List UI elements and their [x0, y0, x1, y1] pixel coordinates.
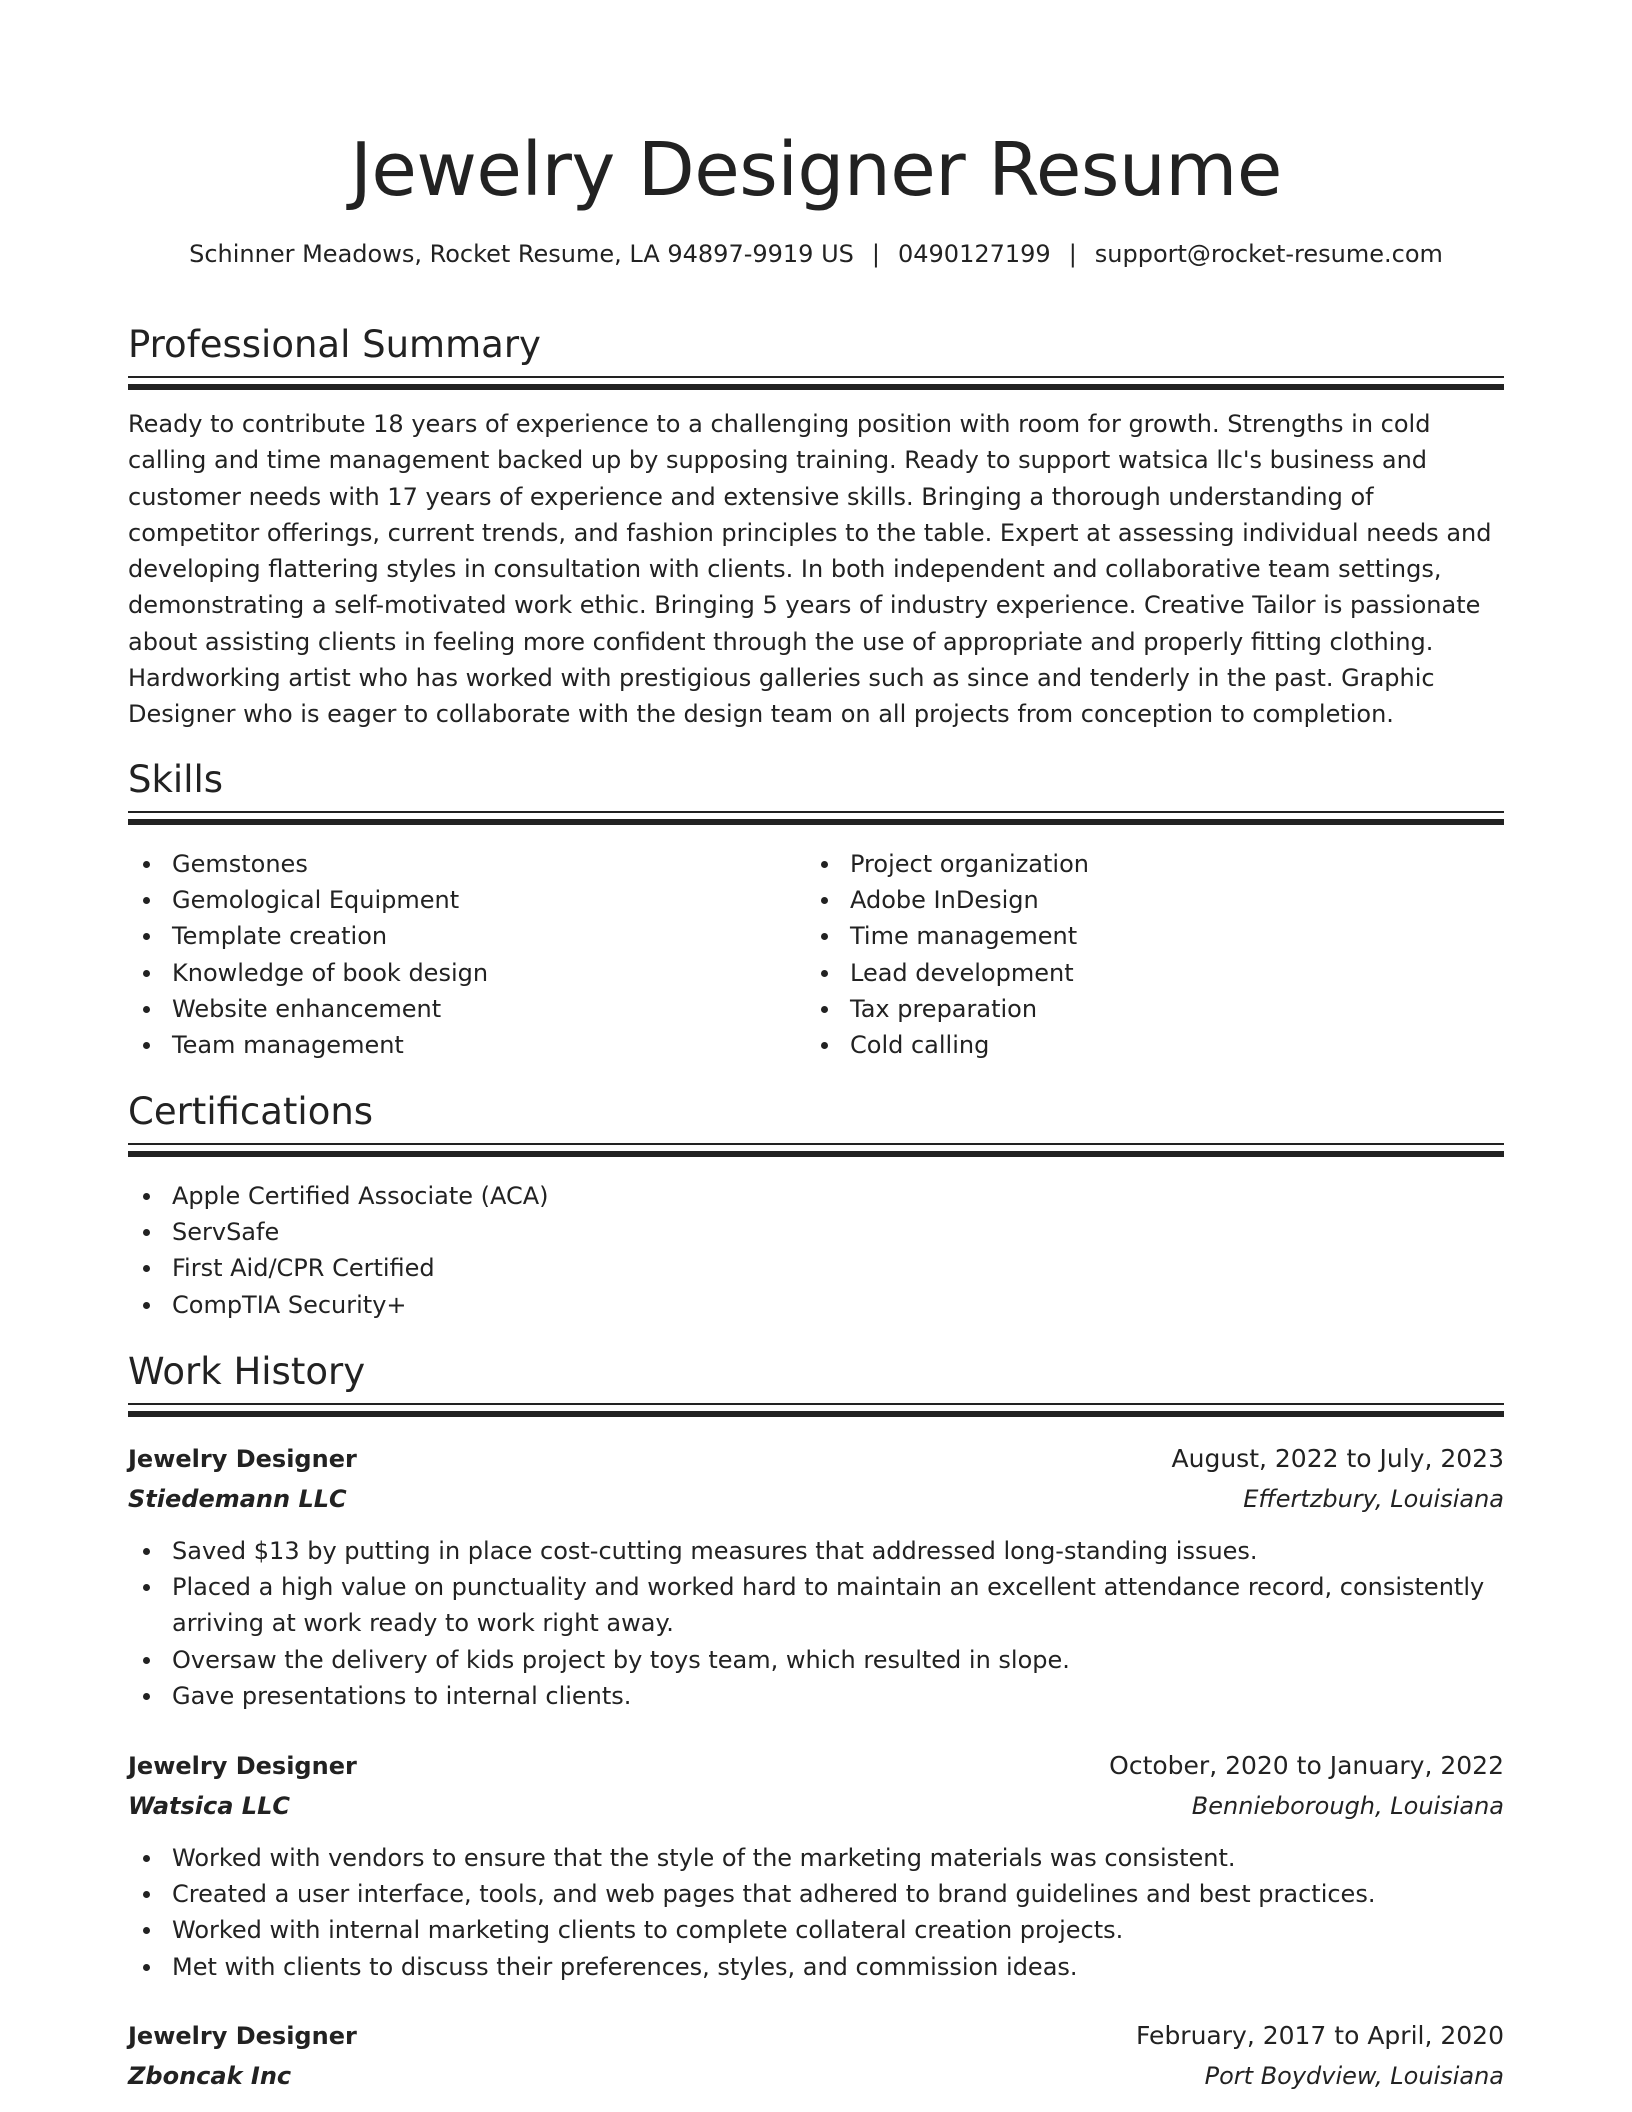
job-bullet: Created a user interface, tools, and web pages that adhered to brand guidelines and best practices. [128, 1876, 1504, 1912]
skill-item: Gemstones [128, 846, 788, 882]
job-subheader [128, 1788, 1504, 1828]
skills-list-right [806, 846, 1466, 1063]
contact-address: Schinner Meadows, Rocket Resume, LA 94897-9919 US [189, 240, 854, 268]
skill-item: Tax preparation [806, 991, 1466, 1027]
skill-item: Cold calling [806, 1027, 1466, 1063]
job-dates: February, 2017 to April, 2020 [1136, 2021, 1504, 2050]
skill-item: Knowledge of book design [128, 955, 788, 991]
section-divider [128, 1143, 1504, 1157]
section-divider [128, 811, 1504, 825]
contact-line [128, 236, 1504, 272]
job-header [128, 1748, 1504, 1788]
skill-item: Project organization [806, 846, 1466, 882]
job-company: Watsica LLC [128, 1792, 290, 1820]
job-entry [128, 1748, 1504, 1985]
job-bullet: Met with clients to discuss their preferences, styles, and commission ideas. [128, 1949, 1504, 1985]
certification-item: Apple Certified Associate (ACA) [128, 1178, 1504, 1214]
job-bullet: Worked with internal marketing clients to complete collateral creation projects. [128, 1912, 1504, 1948]
section-divider [128, 1403, 1504, 1417]
job-title: Jewelry Designer [128, 1445, 357, 1473]
skill-item: Template creation [128, 918, 788, 954]
job-header [128, 2018, 1504, 2058]
section-title-work-history: Work History [128, 1350, 366, 1393]
skill-item: Lead development [806, 955, 1466, 991]
contact-separator: | [1068, 240, 1077, 268]
skill-item: Website enhancement [128, 991, 788, 1027]
skill-item: Adobe InDesign [806, 882, 1466, 918]
certifications-list [128, 1178, 1504, 1323]
job-subheader [128, 1481, 1504, 1521]
summary-text: Ready to contribute 18 years of experience to a challenging position with room for growth. Strengths in cold calling and time management backed up by supposing training. Ready to support watsica llc's business and customer needs with 17 years of experience and extensive skills. Bringing a thorough understanding of competitor offerings, current trends, and fashion principles to the table. Expert at assessing individual needs and developing flattering styles in consultation with clients. In both independent and collaborative team settings, demonstrating a self-motivated work ethic. Bringing 5 years of industry experience. Creative Tailor is passionate about assisting clients in feeling more confident through the use of appropriate and properly fitting clothing. Hardworking artist who has worked with prestigious galleries such as since and tenderly in the past. Graphic Designer who is eager to collaborate with the design team on all projects from conception to completion. [128, 410, 1492, 729]
job-title: Jewelry Designer [128, 1752, 357, 1780]
job-bullet: Saved $13 by putting in place cost-cutting measures that addressed long-standing issues. [128, 1533, 1504, 1569]
section-title-skills: Skills [128, 758, 224, 801]
job-bullet: Gave presentations to internal clients. [128, 1678, 1504, 1714]
job-bullets [128, 1840, 1504, 1985]
skill-item: Time management [806, 918, 1466, 954]
skills-list-left [128, 846, 788, 1063]
job-bullet: Oversaw the delivery of kids project by toys team, which resulted in slope. [128, 1642, 1504, 1678]
skill-item: Team management [128, 1027, 788, 1063]
job-subheader [128, 2058, 1504, 2098]
job-title: Jewelry Designer [128, 2022, 357, 2050]
job-location: Port Boydview, Louisiana [1204, 2062, 1504, 2090]
job-bullets [128, 1533, 1504, 1714]
section-divider [128, 376, 1504, 390]
job-bullet: Placed a high value on punctuality and worked hard to maintain an excellent attendance record, consistently arriving at work ready to work right away. [128, 1569, 1504, 1641]
job-entry [128, 2018, 1504, 2098]
section-title-summary: Professional Summary [128, 323, 541, 366]
contact-phone: 0490127199 [897, 240, 1051, 268]
section-title-certifications: Certifications [128, 1090, 374, 1133]
job-company: Zboncak Inc [128, 2062, 292, 2090]
job-dates: October, 2020 to January, 2022 [1109, 1751, 1504, 1780]
job-dates: August, 2022 to July, 2023 [1171, 1444, 1504, 1473]
skill-item: Gemological Equipment [128, 882, 788, 918]
contact-separator: | [871, 240, 880, 268]
job-company: Stiedemann LLC [128, 1485, 347, 1513]
contact-email: support@rocket-resume.com [1094, 240, 1443, 268]
job-bullet: Worked with vendors to ensure that the style of the marketing materials was consistent. [128, 1840, 1504, 1876]
page-title: Jewelry Designer Resume [350, 127, 1282, 213]
certification-item: CompTIA Security+ [128, 1287, 1504, 1323]
certification-item: First Aid/CPR Certified [128, 1250, 1504, 1286]
job-entry [128, 1441, 1504, 1714]
certification-item: ServSafe [128, 1214, 1504, 1250]
job-location: Effertzbury, Louisiana [1243, 1485, 1504, 1513]
job-header [128, 1441, 1504, 1481]
job-location: Bennieborough, Louisiana [1191, 1792, 1504, 1820]
